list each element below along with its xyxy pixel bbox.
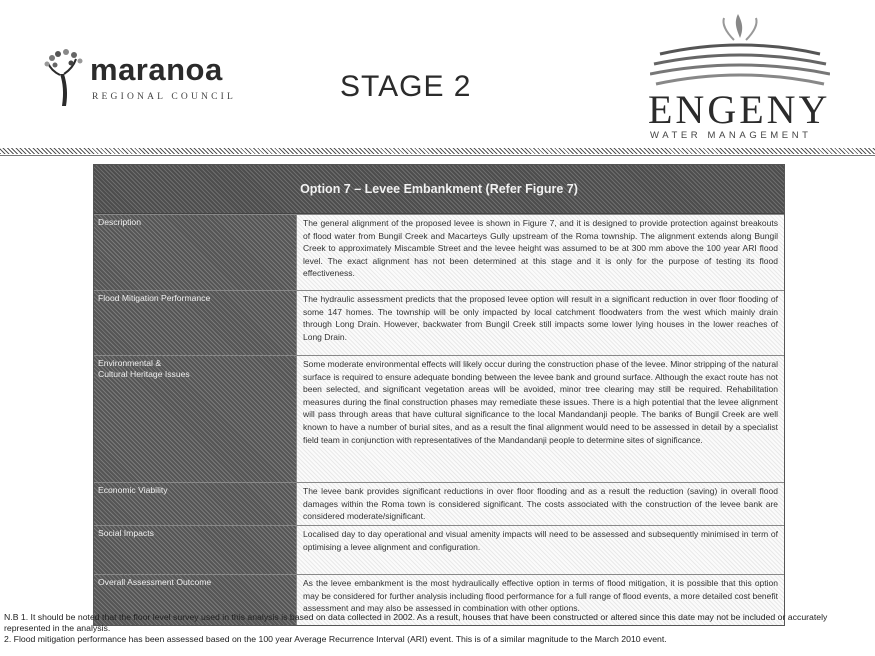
- row-label-line: Description: [98, 217, 141, 227]
- row-label-line: Economic Viability: [98, 485, 168, 495]
- row-label: [94, 356, 296, 482]
- header-divider: [0, 148, 875, 154]
- row-text: The hydraulic assessment predicts that the proposed levee option will result in a significant reduction in over floor flooding of some 147 homes. The township will be only impacted by local catchment floodwaters from the west which mainly drain through Long Drain. However, backwater from Bungil Creek still impacts some lower lying houses in the lower reaches of Long Drain.: [296, 291, 784, 355]
- table-row-social: [94, 525, 784, 574]
- engeny-logo: [640, 14, 840, 139]
- maranoa-logo-text: maranoa: [90, 52, 223, 87]
- table-row-description: [94, 214, 784, 290]
- footnote: 2. Flood mitigation performance has been assessed based on the 100 year Average Recurrence Interval (ARI) event. This is of a similar magnitude to the March 2010 event.: [4, 634, 667, 644]
- maranoa-logo: [44, 48, 244, 112]
- page-header: [0, 0, 875, 148]
- row-text: Localised day to day operational and visual amenity impacts will need to be assessed and subsequently minimised in term of optimising a levee alignment and configuration.: [296, 526, 784, 574]
- footnote: N.B 1. It should be noted that the floor level survey used in this analysis is based on data collected in 2002. As a result, houses that have been constructed or altered since this date may not be included or accurately represented in the analysis.: [4, 612, 828, 633]
- table-row-flood-mitigation: [94, 290, 784, 355]
- row-label: [94, 526, 296, 574]
- footnotes: [4, 612, 870, 645]
- row-label: [94, 215, 296, 290]
- row-label-line: Overall Assessment Outcome: [98, 577, 212, 587]
- waves-logo-icon: [650, 14, 830, 86]
- engeny-logo-text: ENGENY: [648, 87, 831, 132]
- row-label-line: Cultural Heritage Issues: [98, 369, 190, 379]
- row-text: The general alignment of the proposed levee is shown in Figure 7, and it is designed to provide protection against breakouts of flood water from Bungil Creek and Macarteys Gully upstream of the Roma township. The alignment extends along Bungil Creek to approximately Miscamble Street and the levee height was assumed to be at 300 mm above the 100 year ARI flood level. The exact alignment has not been determined at this stage and it is only for the purpose of testing its flood effectiveness.: [296, 215, 784, 290]
- tree-logo-icon: [44, 48, 88, 108]
- row-label-line: Flood Mitigation Performance: [98, 293, 211, 303]
- table-title: Option 7 – Levee Embankment (Refer Figure 7): [94, 165, 784, 214]
- page-title: STAGE 2: [340, 70, 472, 103]
- option-table: [93, 164, 785, 626]
- row-label: [94, 483, 296, 525]
- engeny-logo-subtitle: WATER MANAGEMENT: [650, 130, 812, 141]
- row-text: The levee bank provides significant reductions in over floor flooding and as a result the reduction (saving) in overall flood damages within the Roma town is considered significant. The costs associated with the construction of the levee bank are considered moderate/significant.: [296, 483, 784, 525]
- table-row-environmental: [94, 355, 784, 482]
- row-label-line: Social Impacts: [98, 528, 154, 538]
- maranoa-logo-subtitle: REGIONAL COUNCIL: [92, 92, 236, 102]
- row-text: As the levee embankment is the most hydraulically effective option in terms of flood mitigation, it is possible that this option may be considered for further analysis including flood performance for a full range of flood events, a more detailed cost benefit assessment and may also be assessed in combination with other options.: [296, 575, 784, 625]
- header-divider-line: [0, 155, 875, 156]
- row-label: [94, 291, 296, 355]
- table-row-economic: [94, 482, 784, 525]
- row-text: Some moderate environmental effects will likely occur during the construction phase of the levee. Minor stripping of the natural surface is required to ensure adequate bonding between the levee bank and ground surface. Although the exact route has not been selected, and significant vegetation areas will be avoided, minor tree clearing may still be required. Rehabilitation measures during the final construction phases may remediate these issues. There is a high potential that the levee alignment will pass through areas that have cultural significance to the local Mandandanji people. The banks of Bungil Creek are well known to have a number of burial sites, and as a result the final alignment would need to be assessed in detail by a specialist field team in conjunction with representatives of the Mandandanji people to determine sites of significance.: [296, 356, 784, 482]
- row-label-line: Environmental &: [98, 358, 162, 368]
